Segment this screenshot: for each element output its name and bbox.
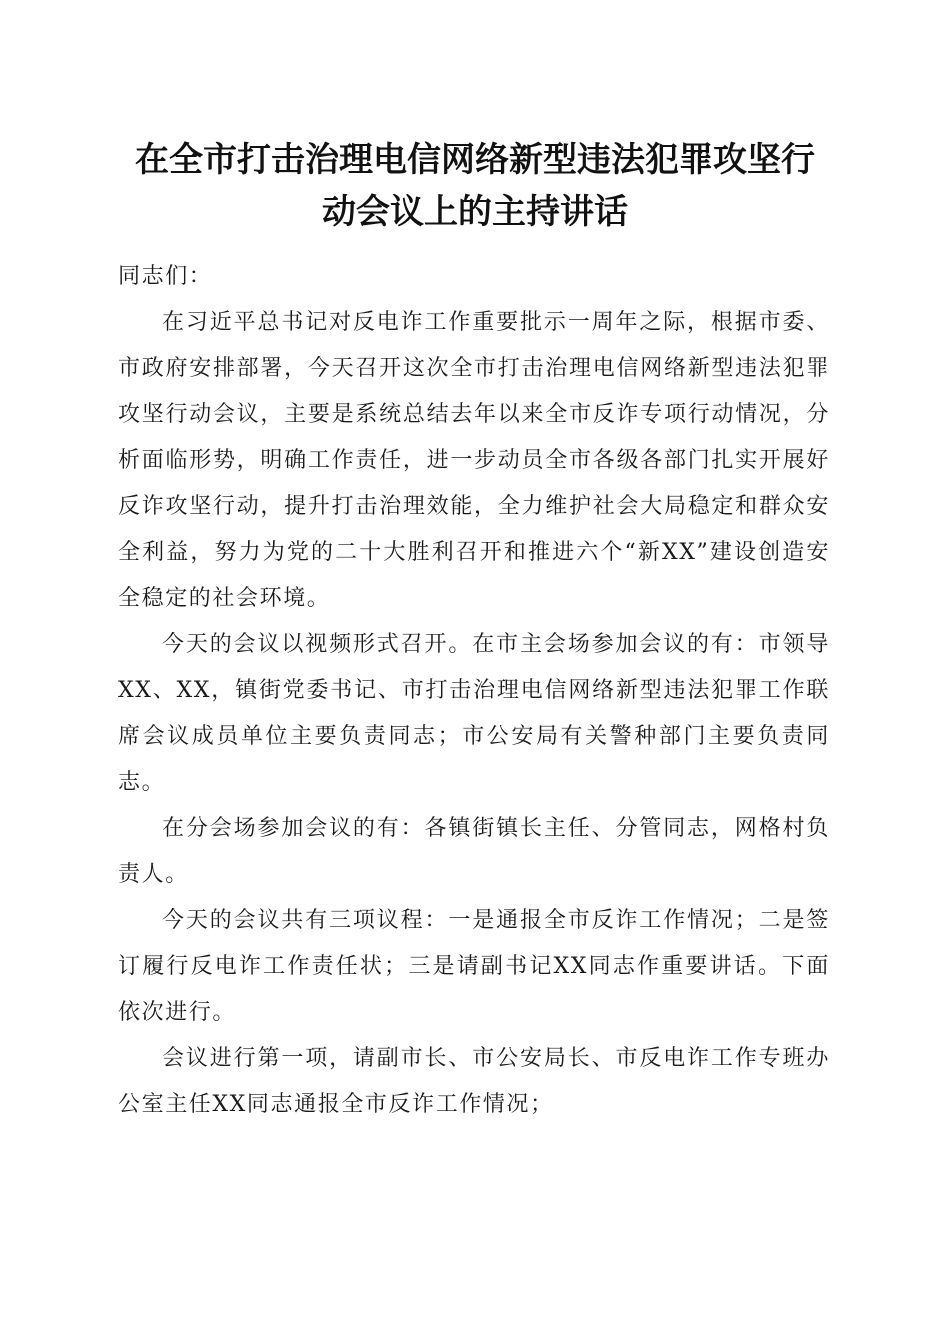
salutation: 同志们： [118,264,213,289]
paragraph-5: 会议进行第一项，请副市长、市公安局长、市反电诈工作专班办公室主任XX同志通报全市反诈工作情况； [118,1046,830,1117]
document-title [110,134,840,238]
paragraph-2: 今天的会议以视频形式召开。在市主会场参加会议的有：市领导XX、XX，镇街党委书记、市打击治理电信网络新型违法犯罪工作联席会议成员单位主要负责同志；市公安局有关警种部门主要负责同志。 [118,632,830,795]
paragraph-4: 今天的会议共有三项议程：一是通报全市反诈工作情况；二是签订履行反电诈工作责任状；三是请副书记XX同志作重要讲话。下面依次进行。 [118,908,830,1025]
paragraph-3: 在分会场参加会议的有：各镇街镇长主任、分管同志，网格村负责人。 [118,816,830,887]
title-line-1: 在全市打击治理电信网络新型违法犯罪攻坚行 [135,140,815,180]
document-body [118,254,830,1128]
title-line-2: 动会议上的主持讲话 [322,192,628,232]
paragraph-1: 在习近平总书记对反电诈工作重要批示一周年之际，根据市委、市政府安排部署，今天召开这次全市打击治理电信网络新型违法犯罪攻坚行动会议，主要是系统总结去年以来全市反诈专项行动情况，分析面临形势，明确工作责任，进一步动员全市各级各部门扎实开展好反诈攻坚行动，提升打击治理效能，全力维护社会大局稳定和群众安全利益，努力为党的二十大胜利召开和推进六个“新XX”建设创造安全稳定的社会环境。 [118,310,830,611]
